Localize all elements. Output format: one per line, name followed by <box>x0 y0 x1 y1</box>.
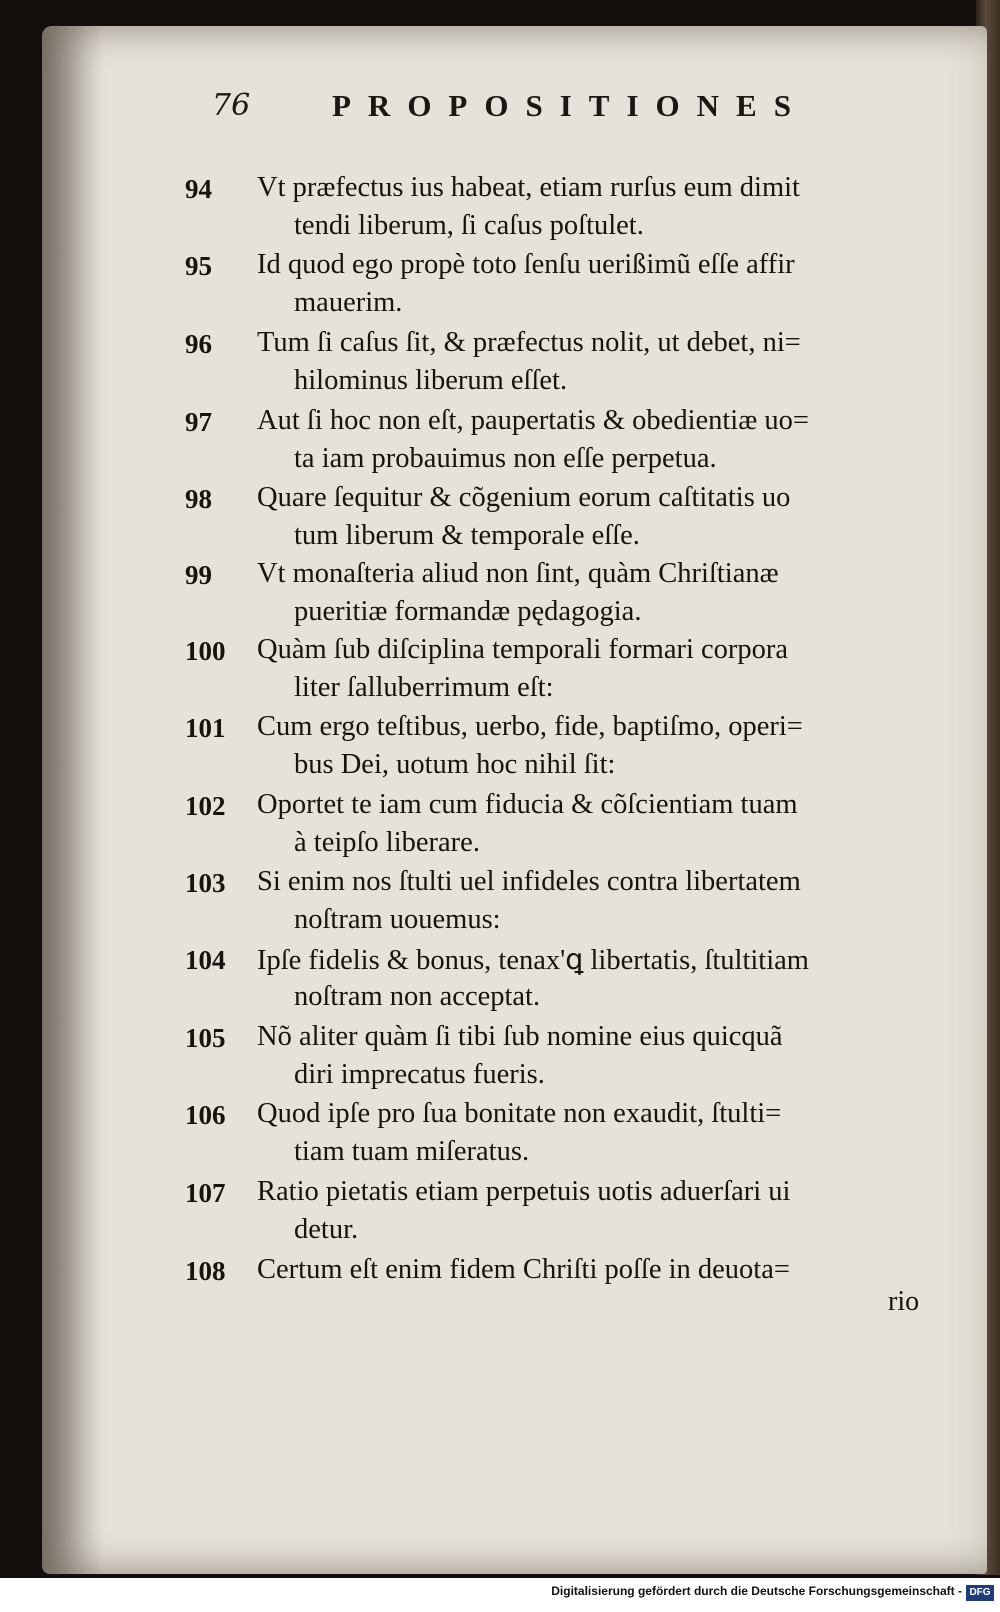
proposition-text-line: tum liberum & temporale eſſe. <box>294 520 640 551</box>
proposition-text-line: Vt monaſteria aliud non ſint, quàm Chriſtianæ <box>257 558 779 589</box>
proposition-text-line: Vt præfectus ius habeat, etiam rurſus eum dimit <box>257 172 800 203</box>
proposition-text-line: à teipſo liberare. <box>294 827 480 858</box>
proposition-text-line: mauerim. <box>294 287 403 318</box>
proposition-number: 106 <box>185 1100 226 1130</box>
proposition-text-line: noſtram non acceptat. <box>294 981 541 1012</box>
proposition-number: 95 <box>185 251 212 281</box>
proposition-text-line: Id quod ego propè toto ſenſu uerißimũ eſſe affir <box>257 249 795 280</box>
proposition-text-line: Si enim nos ſtulti uel infideles contra libertatem <box>257 866 801 897</box>
proposition-text-line: Quàm ſub diſciplina temporali formari corpora <box>257 634 789 665</box>
proposition-text-line: Oportet te iam cum fiducia & cõſcientiam tuam <box>257 789 798 820</box>
proposition-number: 99 <box>185 560 212 590</box>
proposition-number: 103 <box>185 868 226 898</box>
proposition-number: 104 <box>185 945 226 975</box>
proposition-text-line: Quare ſequitur & cõgenium eorum caſtitatis uo <box>257 482 791 513</box>
proposition-number: 94 <box>185 174 212 204</box>
proposition-number: 108 <box>185 1256 226 1286</box>
proposition-106 <box>0 1098 1000 1176</box>
proposition-text-line: liter ſalluberrimum eſt: <box>294 672 554 703</box>
catchword: rio <box>888 1286 920 1317</box>
proposition-text-line: Ipſe fidelis & bonus, tenax'ꝗ libertatis, ſtultitiam <box>257 945 809 976</box>
proposition-text-line: diri imprecatus fueris. <box>294 1059 545 1090</box>
proposition-103 <box>0 866 1000 944</box>
proposition-text-line: Ratio pietatis etiam perpetuis uotis aduerſari ui <box>257 1176 791 1207</box>
proposition-105 <box>0 1021 1000 1099</box>
proposition-text-line: noſtram uouemus: <box>294 904 501 935</box>
page-number: 76 <box>212 88 251 123</box>
proposition-text-line: pueritiæ formandæ pędagogia. <box>294 596 642 627</box>
proposition-text-line: hilominus liberum eſſet. <box>294 365 568 396</box>
proposition-text-line: Certum eſt enim fidem Chriſti poſſe in deuota= <box>257 1254 790 1285</box>
proposition-95 <box>0 249 1000 327</box>
proposition-text-line: Nõ aliter quàm ſi tibi ſub nomine eius quicquã <box>257 1021 783 1052</box>
proposition-text-line: Cum ergo teſtibus, uerbo, fide, baptiſmo, operi= <box>257 711 803 742</box>
funding-credit: Digitalisierung gefördert durch die Deutsche Forschungsgemeinschaft - <box>551 1584 962 1598</box>
proposition-text-line: ta iam probauimus non eſſe perpetua. <box>294 443 717 474</box>
proposition-text-line: bus Dei, uotum hoc nihil ſit: <box>294 749 616 780</box>
proposition-94 <box>0 172 1000 250</box>
dfg-logo-icon: DFG <box>966 1585 994 1601</box>
proposition-text-line: Tum ſi caſus ſit, & præfectus nolit, ut debet, ni= <box>257 327 801 358</box>
page-title: PROPOSITIONES <box>332 88 808 123</box>
proposition-number: 105 <box>185 1023 226 1053</box>
digitization-footer <box>0 1578 1000 1612</box>
proposition-number: 100 <box>185 636 226 666</box>
proposition-100 <box>0 634 1000 712</box>
proposition-number: 98 <box>185 484 212 514</box>
proposition-text-line: Aut ſi hoc non eſt, paupertatis & obedientiæ uo= <box>257 405 809 436</box>
proposition-102 <box>0 789 1000 867</box>
proposition-99 <box>0 558 1000 636</box>
proposition-108 <box>0 1254 1000 1332</box>
proposition-number: 96 <box>185 329 212 359</box>
proposition-98 <box>0 482 1000 560</box>
proposition-text-line: tendi liberum, ſi caſus poſtulet. <box>294 210 644 241</box>
proposition-number: 97 <box>185 407 212 437</box>
proposition-96 <box>0 327 1000 405</box>
proposition-101 <box>0 711 1000 789</box>
proposition-text-line: tiam tuam miſeratus. <box>294 1136 530 1167</box>
proposition-104 <box>0 943 1000 1021</box>
proposition-text-line: Quod ipſe pro ſua bonitate non exaudit, ſtulti= <box>257 1098 782 1129</box>
proposition-97 <box>0 405 1000 483</box>
proposition-text-line: detur. <box>294 1214 359 1245</box>
proposition-107 <box>0 1176 1000 1254</box>
proposition-number: 102 <box>185 791 226 821</box>
proposition-number: 107 <box>185 1178 226 1208</box>
proposition-number: 101 <box>185 713 226 743</box>
